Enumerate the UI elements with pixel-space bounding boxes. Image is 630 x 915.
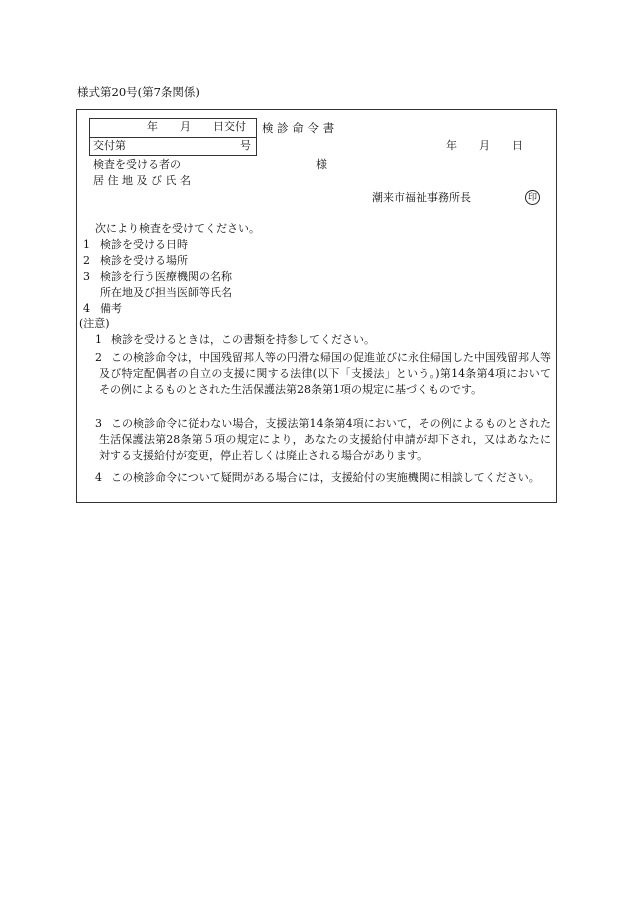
intro-text: 次により検査を受けてください。 <box>95 222 260 235</box>
recipient-line-2: 居 住 地 及 び 氏 名 <box>93 174 191 187</box>
recipient-line-1: 検査を受ける者の <box>93 158 181 171</box>
note-number: 1 <box>95 333 102 346</box>
issuer-name: 潮来市福祉事務所長 <box>372 191 471 204</box>
issue-box-divider <box>90 137 256 138</box>
item-text: 検診を行う医療機関の名称 <box>100 270 232 283</box>
note-text: この検診命令について疑問がある場合には，支援給付の実施機関に相談してください。 <box>111 471 540 484</box>
item-number: 3 <box>83 270 90 283</box>
notes-heading: (注意) <box>79 317 110 330</box>
item-text: 所在地及び担当医師等氏名 <box>100 286 232 299</box>
item-number: 1 <box>83 238 90 251</box>
issue-date-line: 年 月 日交付 <box>147 120 246 133</box>
recipient-honorific: 様 <box>316 158 327 171</box>
item-text: 検診を受ける日時 <box>100 238 188 251</box>
note-text: この検診命令は，中国残留邦人等の円滑な帰国の促進並びに永住帰国した中国残留邦人等及び特定配偶者の自立の支援に関する法律(以下「支援法」という。)第14条第4項においてその例によるものとされた生活保護法第28条第1項の規定に基づくものです。 <box>99 351 551 396</box>
item-number: 4 <box>83 302 90 315</box>
note-text: 検診を受けるときは，この書類を持参してください。 <box>111 333 375 346</box>
note-number: 3 <box>95 417 102 430</box>
form-number-label: 様式第20号(第7条関係) <box>77 85 200 99</box>
issue-number-prefix: 交付第 <box>93 139 126 152</box>
item-text: 備考 <box>100 302 122 315</box>
document-date: 年 月 日 <box>446 139 523 152</box>
document-title: 検 診 命 令 書 <box>262 121 335 135</box>
note-text: この検診命令に従わない場合，支援法第14条第4項において，その例によるものとされた生活保護法第28条第５項の規定により，あなたの支援給付申請が却下され，又はあなたに対する支援給付が変更，停止若しくは廃止される場合があります。 <box>99 417 551 462</box>
issue-number-suffix: 号 <box>240 139 251 152</box>
item-text: 検診を受ける場所 <box>100 254 188 267</box>
note-number: 4 <box>95 471 102 484</box>
seal-stamp: 印 <box>525 190 540 205</box>
note-number: 2 <box>95 351 102 364</box>
item-number: 2 <box>83 254 90 267</box>
